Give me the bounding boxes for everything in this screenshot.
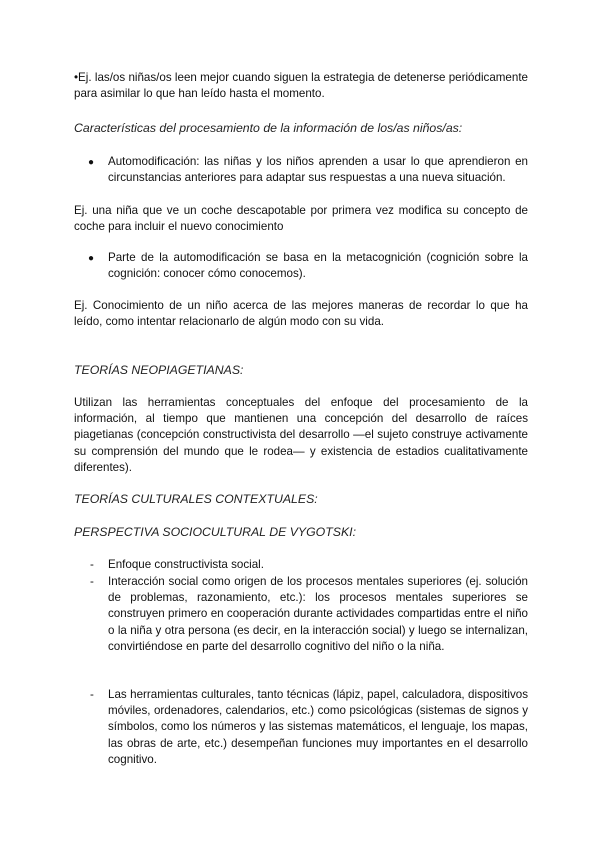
paragraph-intro-example: •Ej. las/os niñas/os leen mejor cuando siguen la estrategia de detenerse periódicamente para asimilar lo que han leído hasta el momento. <box>74 71 528 101</box>
bullet-dot-icon: ● <box>88 253 95 264</box>
dash-marker: - <box>90 558 94 571</box>
heading-neopiagetian: TEORÍAS NEOPIAGETIANAS: <box>74 363 244 377</box>
list-item: Interacción social como origen de los procesos mentales superiores (ej. solución de problemas, razonamiento, etc.): los procesos mentales superiores se construyen primero en cooperación durante actividades compartidas entre el niño o la niña y otra persona (es decir, en la interacción social) y luego se internalizan, convirtiéndose en parte del desarrollo cognitivo del niño o la niña. <box>108 575 528 653</box>
heading-characteristics: Características del procesamiento de la información de los/as niños/as: <box>74 121 463 135</box>
heading-vygotsky: PERSPECTIVA SOCIOCULTURAL DE VYGOTSKI: <box>74 525 356 539</box>
bullet-automodification: Automodificación: las niñas y los niños aprenden a usar lo que aprendieron en circunstancias anteriores para adaptar sus respuestas a una nueva situación. <box>108 155 528 185</box>
example-memory: Ej. Conocimiento de un niño acerca de las mejores maneras de recordar lo que ha leído, como intentar relacionarlo de algún modo con su vida. <box>74 299 528 329</box>
heading-cultural: TEORÍAS CULTURALES CONTEXTUALES: <box>74 492 318 506</box>
bullet-dot-icon: ● <box>88 157 95 168</box>
example-car: Ej. una niña que ve un coche descapotable por primera vez modifica su concepto de coche para incluir el nuevo conocimiento <box>74 204 528 234</box>
paragraph-neopiagetian: Utilizan las herramientas conceptuales del enfoque del procesamiento de la información, al tiempo que mantienen una concepción del desarrollo de raíces piagetianas (concepción constructivista del desarrollo —el sujeto construye activamente su comprensión del mundo que le rodea— y existencia de estadios cualitativamente diferentes). <box>74 396 528 474</box>
list-item: Enfoque constructivista social. <box>108 558 264 571</box>
dash-marker: - <box>90 575 94 588</box>
list-item: Las herramientas culturales, tanto técnicas (lápiz, papel, calculadora, dispositivos móviles, ordenadores, calendarios, etc.) como psicológicas (sistemas de signos y símbolos, como los números y las sistemas matemáticos, el lenguaje, los mapas, las obras de arte, etc.) desempeñan funciones muy importantes en el desarrollo cognitivo. <box>108 688 528 766</box>
bullet-metacognition: Parte de la automodificación se basa en la metacognición (cognición sobre la cognición: conocer cómo conocemos). <box>108 251 528 281</box>
dash-marker: - <box>90 688 94 701</box>
